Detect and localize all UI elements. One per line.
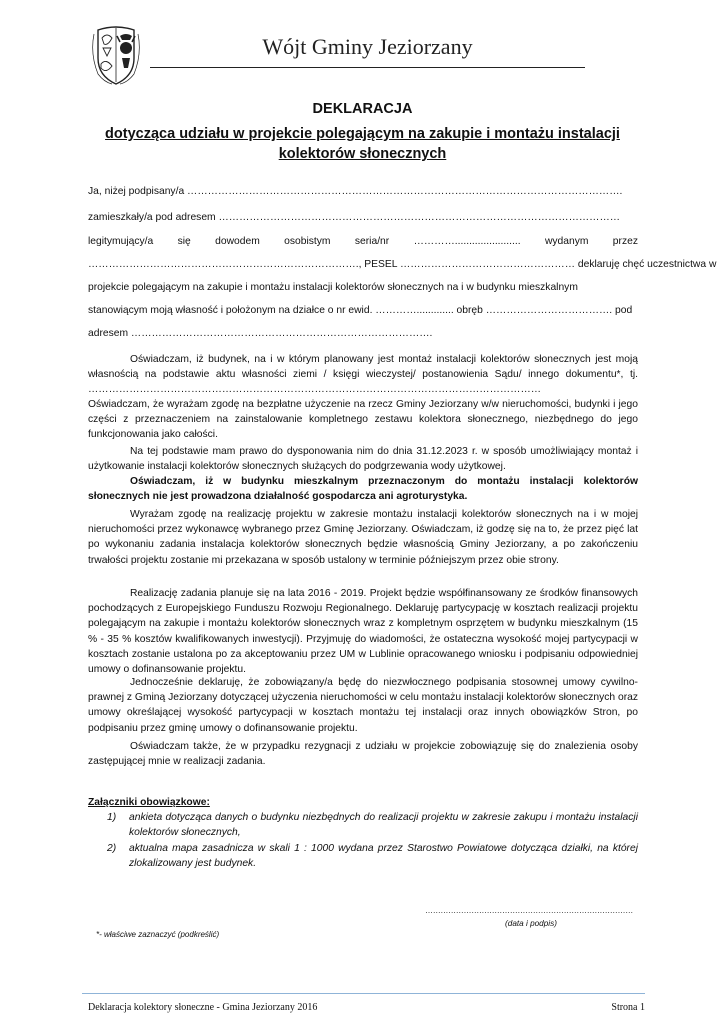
form-line-pesel[interactable]: ……………………………………………………………………., PESEL …………………………………………… deklaruję chęć uczestnictwa w (88, 259, 717, 270)
footer-document-name: Deklaracja kolektory słoneczne - Gmina Jeziorzany 2016 (88, 1002, 318, 1013)
document-subtitle: dotycząca udziału w projekcie polegającym na zakupie i montażu instalacji kolektorów słonecznych (105, 126, 620, 162)
form-line-id[interactable] (88, 236, 638, 247)
footer-divider (82, 993, 645, 994)
form-word: przez (612, 236, 638, 247)
form-word: seria/nr (354, 236, 390, 247)
paragraph-disposal: Na tej podstawie mam prawo do dysponowania nim do dnia 31.12.2023 r. w sposób umożliwiający montaż i użytkowanie instalacji kolektorów słonecznych służących do podgrzewania wody użytkowej. (88, 446, 638, 473)
attachments-list (107, 811, 638, 873)
paragraph-financing: Realizację zadania planuje się na lata 2016 - 2019. Projekt będzie współfinansowany ze środków finansowych pochodzących z Europejskiego Funduszu Rozwoju Regionalnego. Deklaruję partycypację w kosztach realizacji projektu polegającym na zakupie i montażu kolektorów słonecznych wraz z kompletnym osprzętem w budynku mieszkalnym (15 % - 35 % kosztów kwalifikowanych inwestycji). Przyjmuję do wiadomości, że ostateczna wysokość mojej partycypacji w kosztach zostanie ustalona po za akceptowaniu przez UM w Lublinie opracowanego wniosku i podpisaniu odpowiedniej umowy o dofinansowanie projektu. (88, 588, 638, 676)
list-item (107, 811, 638, 840)
signature-label: (data i podpis) (505, 919, 557, 928)
paragraph-realization-consent: Wyrażam zgodę na realizację projektu w zakresie montażu instalacji kolektorów słonecznych na i w mojej nieruchomości przez wykonawcę wybranego przez Gminę Jeziorzany. Oświadczam, iż godzę się na to, że przez pięć lat po wykonaniu zadania instalacja kolektorów słonecznych będzie własnością Gminy Jeziorzany, a po zakończeniu trwałości projektu zostanie mi przekazana w sposób ustalony w terminie późniejszym przez obie strony. (88, 509, 638, 566)
list-item-text: ankieta dotycząca danych o budynku niezbędnych do realizacji projektu w zakresie zakupu i montażu instalacji kolektorów słonecznych, (129, 812, 638, 838)
form-line-project: projekcie polegającym na zakupie i montażu instalacji kolektorów słonecznych na i w budynku mieszkalnym (88, 282, 578, 293)
form-line-name[interactable]: Ja, niżej podpisany/a ………………………………………………………………………………………………………………. (88, 186, 623, 197)
list-item-text: aktualna mapa zasadnicza w skali 1 : 1000 wydana przez Starostwo Powiatowe dotycząca działki, na której zlokalizowany jest budynek. (129, 843, 638, 869)
list-item-number: 1) (107, 812, 117, 823)
form-line-address[interactable]: zamieszkały/a pod adresem ……………………………………………………………………………………………………… (88, 212, 621, 223)
form-word: legitymujący/a (88, 236, 154, 247)
paragraph-agreement: Jednocześnie deklaruję, że zobowiązany/a będę do niezwłocznego podpisania stosownej umowy cywilno-prawnej z Gminą Jeziorzany dotyczącej użyczenia nieruchomości w celu montażu instalacji kolektorów słonecznych oraz umowy określającej wysokość partycypacji w kosztach montażu tej instalacji oraz innych obowiązków Stron, po podpisaniu przez gminę umowy o dofinansowanie projektu. (88, 677, 638, 734)
form-word: dowodem (215, 236, 260, 247)
form-line-parcel[interactable]: stanowiącym moją własność i położonym na działce o nr ewid. …………............. obręb ………………………………. pod (88, 305, 633, 316)
document-title: DEKLARACJA (312, 101, 413, 117)
header-divider (150, 67, 585, 68)
signature-field[interactable]: ……………………………………………………………………… (425, 906, 633, 915)
attachments-heading: Załączniki obowiązkowe: (88, 797, 210, 808)
form-word: się (177, 236, 191, 247)
footnote: *- właściwe zaznaczyć (podkreślić) (96, 930, 220, 939)
paragraph-consent: Oświadczam, że wyrażam zgodę na bezpłatne użyczenie na rzecz Gminy Jeziorzany w/w nieruchomości, budynki i jego części z przeznaczeniem na zainstalowanie kompletnego zestawu kolektora słonecznego, niezbędnego do jego funkcjonowania jako całości. (88, 399, 638, 441)
coat-of-arms-icon (90, 24, 142, 86)
form-word: wydanym (544, 236, 589, 247)
footer-page-number: Strona 1 (611, 1002, 645, 1013)
paragraph-ownership: Oświadczam, iż budynek, na i w którym planowany jest montaż instalacji kolektorów słonecznych jest moją własnością na podstawie aktu własności ziemi / księgi wieczystej/ postanowienia Sądu/ innego dokumentu*, tj. …………………………………………………………………………………………………………………… (88, 354, 638, 396)
paragraph-resignation: Oświadczam także, że w przypadku rezygnacji z udziału w projekcie zobowiązuję się do znalezienia osoby zastępującej mnie w realizacji zadania. (88, 741, 638, 768)
paragraph-no-business: Oświadczam, iż w budynku mieszkalnym przeznaczonym do montażu instalacji kolektorów słonecznych nie jest prowadzona działalność gospodarcza ani agroturystyka. (88, 476, 638, 503)
header-title: Wójt Gminy Jeziorzany (262, 34, 473, 59)
form-line-location[interactable]: adresem ……………………………………………………………………………. (88, 328, 433, 339)
list-item (107, 842, 638, 871)
form-field-series[interactable]: …………....................... (413, 236, 521, 247)
form-word: osobistym (284, 236, 331, 247)
list-item-number: 2) (107, 843, 117, 855)
